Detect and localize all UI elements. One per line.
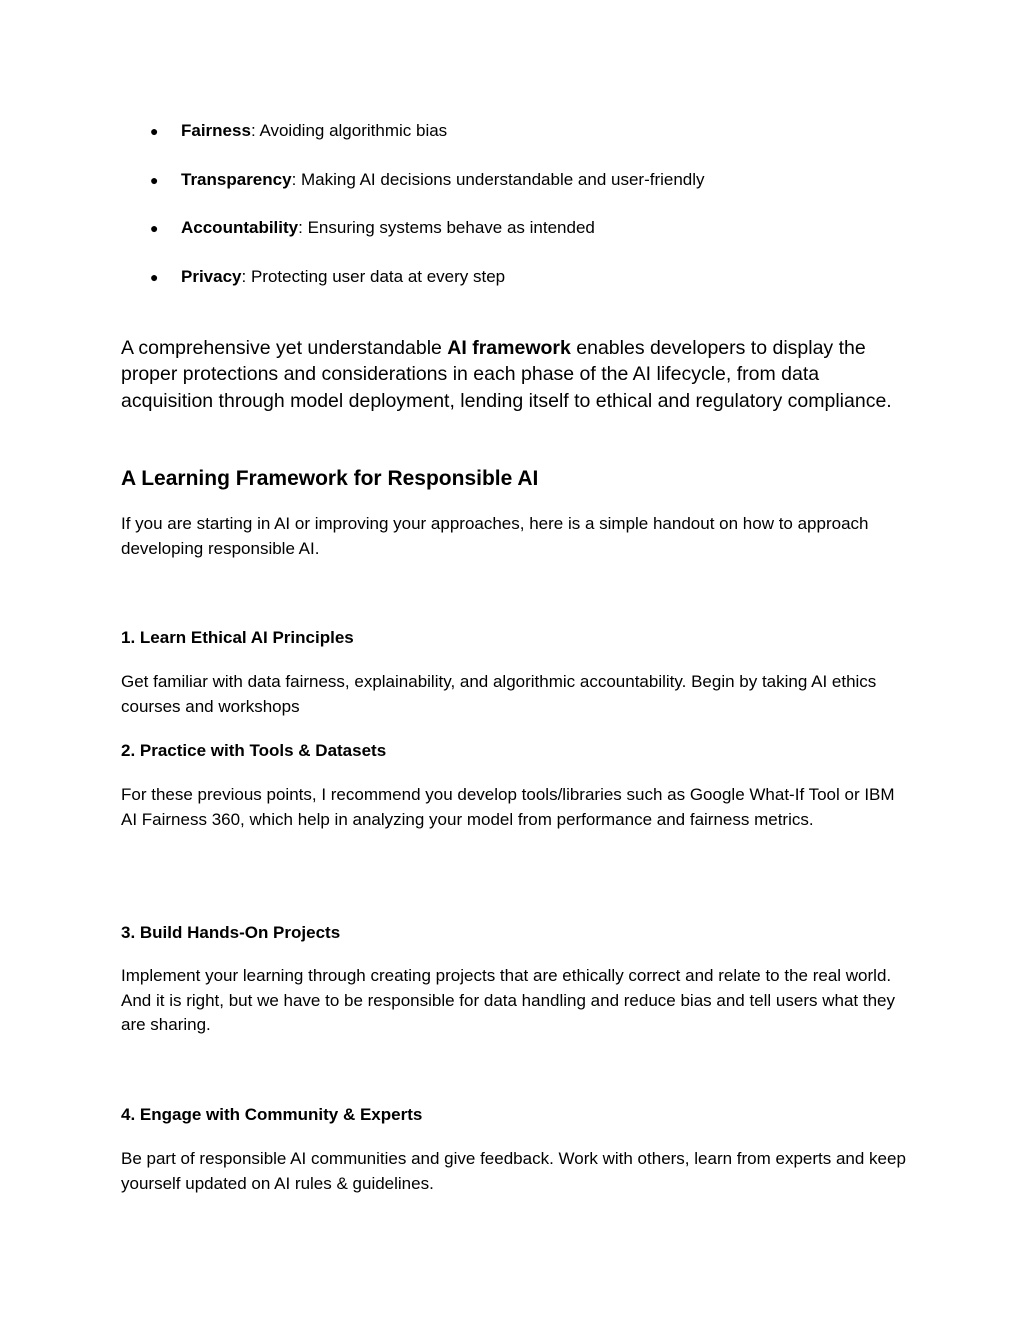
intro-emphasis: AI framework [447,337,571,359]
intro-paragraph [121,335,911,414]
step-4-body: Be part of responsible AI communities and give feedback. Work with others, learn from experts and keep yourself updated on AI rules & guidelines. [121,1149,906,1193]
principle-item-fairness [150,120,447,142]
step-1-body: Get familiar with data fairness, explainability, and algorithmic accountability. Begin by taking AI ethics courses and workshops [121,672,877,716]
bullet-icon: ● [150,172,159,188]
step-3-title: 3. Build Hands-On Projects [121,923,341,942]
principle-description: : Making AI decisions understandable and user-friendly [291,170,705,189]
principle-item-privacy [150,266,505,288]
principle-item-transparency [150,169,705,191]
intro-text-end: enables developers to display the proper protections and considerations in each phase of the AI lifecycle, from data acquisition through model deployment, lending itself to ethical and regulatory compliance. [121,337,892,412]
step-3-body: Implement your learning through creating projects that are ethically correct and relate to the real world. And it is right, but we have to be responsible for data handling and reduce bias and tell users what they are sharing. [121,966,895,1034]
bullet-icon: ● [150,220,159,236]
principle-item-accountability [150,217,595,239]
principle-description: : Avoiding algorithmic bias [250,121,448,140]
step-4-title: 4. Engage with Community & Experts [121,1105,423,1124]
step-2-body: For these previous points, I recommend you develop tools/libraries such as Google What-If Tool or IBM AI Fairness 360, which help in analyzing your model from performance and fairness metrics. [121,785,895,829]
step-2-title: 2. Practice with Tools & Datasets [121,741,387,760]
bullet-icon: ● [150,269,159,285]
principle-term: Privacy [181,267,242,286]
bullet-icon: ● [150,123,159,139]
principle-description: : Protecting user data at every step [241,267,506,286]
intro-text-start: A comprehensive yet understandable [121,337,448,359]
principle-term: Accountability [181,218,299,237]
section-heading: A Learning Framework for Responsible AI [121,467,539,490]
principle-description: : Ensuring systems behave as intended [298,218,595,237]
principle-term: Transparency [181,170,292,189]
principle-term: Fairness [181,121,251,140]
step-1-title: 1. Learn Ethical AI Principles [121,628,354,647]
section-lead-paragraph: If you are starting in AI or improving your approaches, here is a simple handout on how to approach developing responsible AI. [121,514,869,558]
